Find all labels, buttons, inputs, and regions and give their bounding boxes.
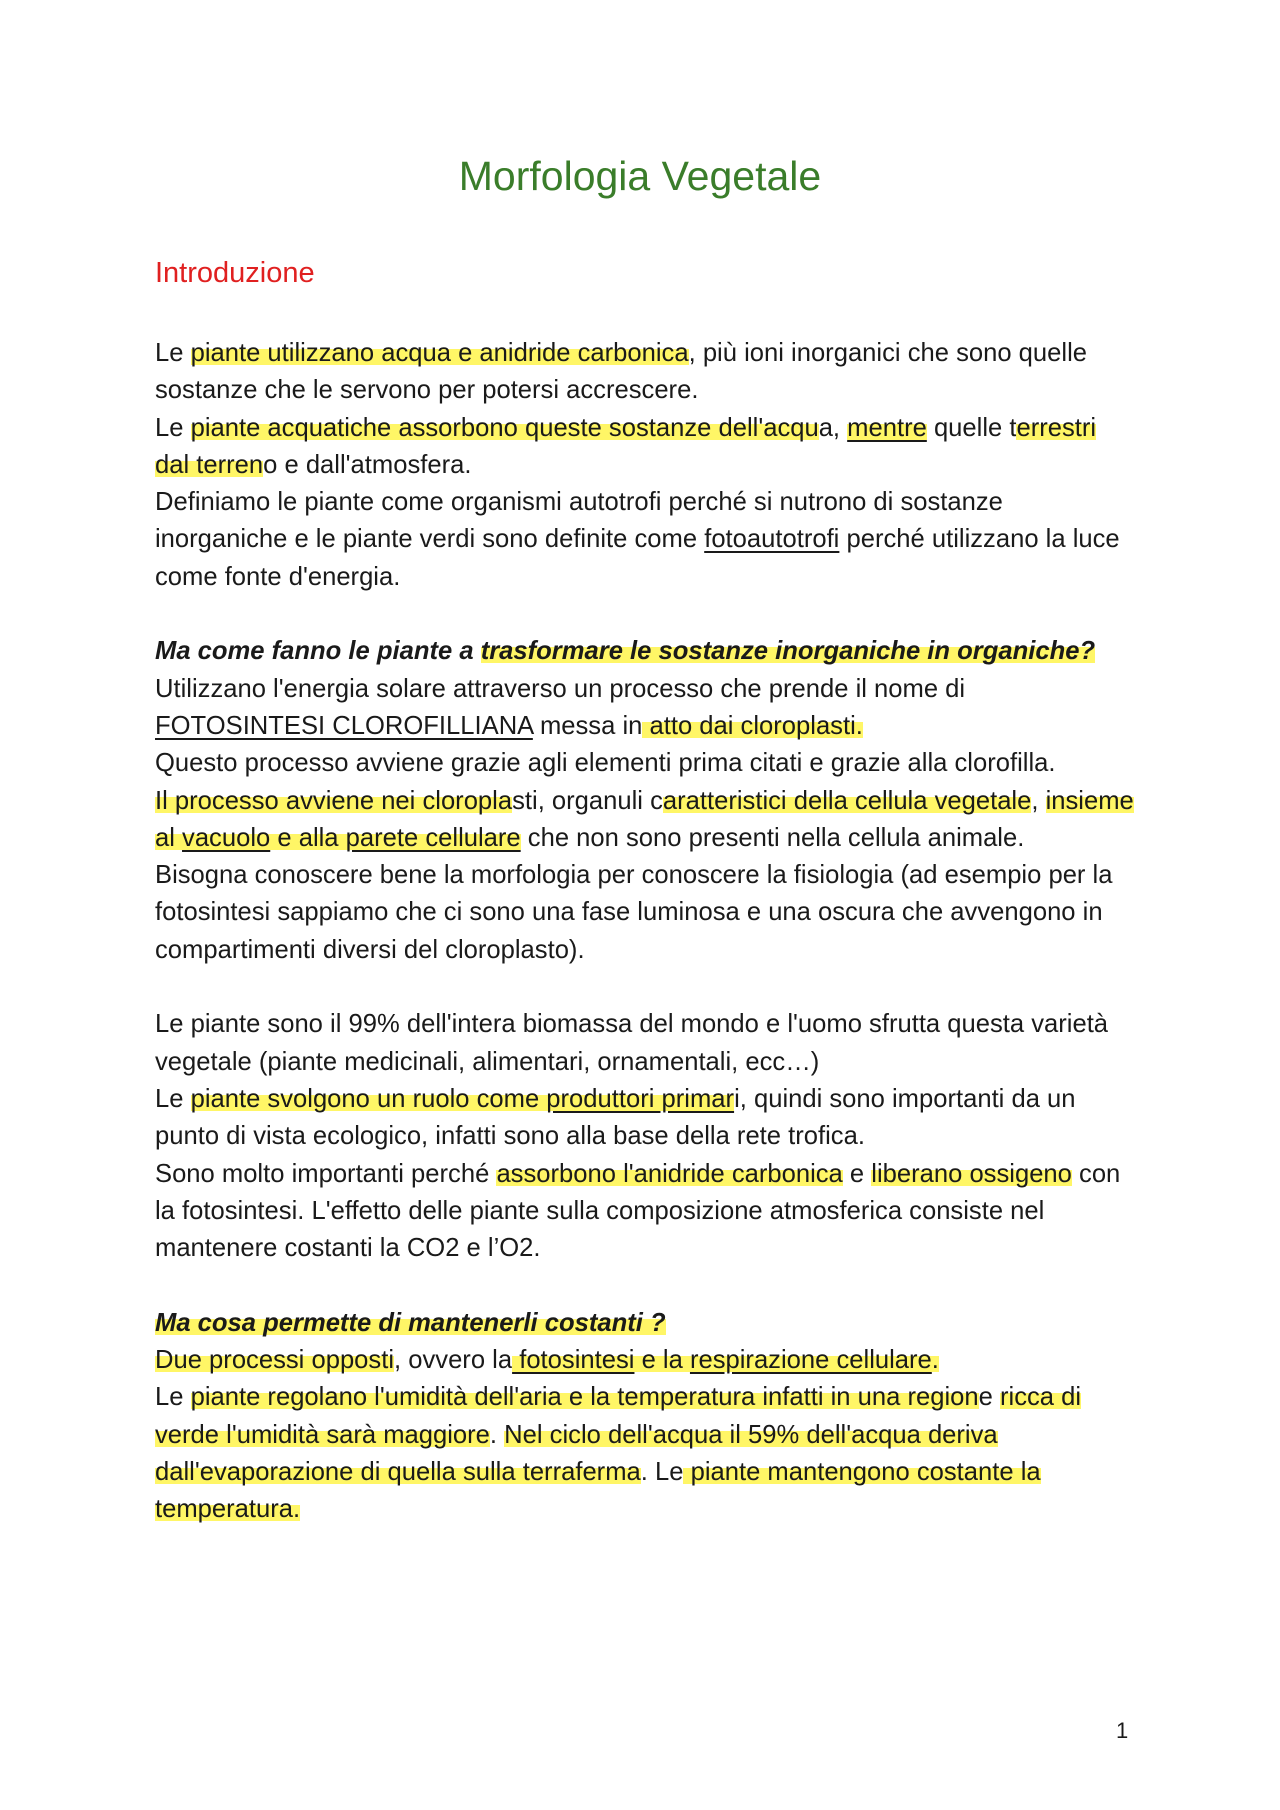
highlight: e alla — [270, 823, 346, 852]
highlight: ricca di verde l'umidità sarà maggiore — [155, 1383, 1082, 1449]
paragraph: Le piante utilizzano acqua e anidride carbonica, più ioni inorganici che sono quelle sostanze che le servono per potersi accrescere. — [155, 339, 1087, 405]
highlight-underline: respirazione cellulare — [689, 1346, 932, 1375]
highlight: piante acquatiche assorbono queste sostanze dell'acqu — [190, 413, 819, 442]
highlight: . — [931, 1346, 939, 1375]
paragraph: Le piante acquatiche assorbono queste sostanze dell'acqua, mentre quelle terrestri dal terreno e dall'atmosfera. — [155, 413, 1097, 479]
highlight: trasformare le sostanze inorganiche in organiche? — [480, 637, 1096, 666]
paragraph: Utilizzano l'energia solare attraverso un processo che prende il nome di FOTOSINTESI CLOROFILLIANA messa in atto dai cloroplasti. — [155, 674, 966, 740]
question-heading — [155, 1305, 1135, 1342]
highlight-underline: fotosintesi — [512, 1346, 635, 1375]
highlight: aratteristici della cellula vegetale — [662, 786, 1032, 815]
paragraph: Sono molto importanti perché assorbono l'anidride carbonica e liberano ossigeno con la fotosintesi. L'effetto delle piante sulla composizione atmosferica consiste nel mantenere costanti la CO2 e l’O2. — [155, 1159, 1121, 1263]
paragraph: Bisogna conoscere bene la morfologia per conoscere la fisiologia (ad esempio per la fotosintesi sappiamo che ci sono una fase luminosa e una oscura che avvengono in compartimenti diversi del cloroplasto). — [155, 861, 1113, 964]
highlight: piante regolano l'umidità dell'aria e la temperatura infatti in una region — [190, 1383, 979, 1412]
section-heading: Introduzione — [155, 257, 315, 289]
highlight: Il processo avviene nei cloropla — [155, 786, 513, 815]
document-title: Morfologia Vegetale — [458, 153, 822, 199]
highlight: atto dai cloroplasti. — [642, 711, 863, 740]
paragraph: Le piante svolgono un ruolo come produttori primari, quindi sono importanti da un punto di vista ecologico, infatti sono alla base della rete trofica. — [155, 1084, 1076, 1151]
highlight: assorbono l'anidride carbonica — [496, 1159, 843, 1188]
paragraph: Questo processo avviene grazie agli elementi prima citati e grazie alla clorofilla. — [155, 749, 1056, 778]
highlight: Ma cosa permette di mantenerli costanti ? — [155, 1308, 666, 1337]
highlight: e la — [634, 1346, 690, 1375]
highlight: errestri dal terren — [155, 413, 1097, 479]
blank-line — [155, 1267, 1135, 1304]
highlight-underline: parete cellulare — [345, 823, 521, 852]
highlight: Nel ciclo dell'acqua il 59% dell'acqua deriva dall'evaporazione di quella sulla terraferma — [155, 1420, 998, 1486]
highlight-underline: mentre — [847, 413, 927, 442]
paragraph: Definiamo le piante come organismi autotrofi perché si nutrono di sostanze inorganiche e le piante verdi sono definite come fotoautotrofi perché utilizzano la luce come fonte d'energia. — [155, 488, 1120, 591]
highlight: piante utilizzano acqua e anidride carbonica — [190, 339, 689, 367]
document-body — [155, 335, 1135, 1529]
highlight: liberano ossigeno — [871, 1159, 1072, 1188]
underline: fotoautotrofi — [704, 525, 840, 554]
paragraph: Il processo avviene nei cloroplasti, organuli caratteristici della cellula vegetale, insieme al vacuolo e alla parete cellulare che non sono presenti nella cellula animale. — [155, 786, 1134, 852]
paragraph: Due processi opposti, ovvero la fotosintesi e la respirazione cellulare. — [155, 1346, 939, 1375]
page-number: 1 — [1116, 1718, 1129, 1743]
highlight-underline: vacuolo — [182, 823, 271, 852]
highlight: piante mantengono costante la temperatura. — [155, 1457, 1041, 1524]
highlight: piante svolgono un ruolo come — [190, 1084, 547, 1113]
highlight: Due processi opposti — [155, 1346, 395, 1375]
question-heading: Ma come fanno le piante a trasformare le sostanze inorganiche in organiche? — [155, 637, 1096, 666]
highlight-underline: produttori primar — [546, 1084, 735, 1113]
paragraph: Le piante sono il 99% dell'intera biomassa del mondo e l'uomo sfrutta questa varietà vegetale (piante medicinali, alimentari, ornamentali, ecc…) — [155, 1010, 1109, 1076]
blank-line — [155, 969, 1135, 1006]
blank-line — [155, 596, 1135, 633]
highlight: insieme al — [155, 786, 1134, 852]
paragraph: Le piante regolano l'umidità dell'aria e la temperatura infatti in una regione ricca di verde l'umidità sarà maggiore. Nel ciclo dell'acqua il 59% dell'acqua deriva dall'evaporazione di quella sulla terraferma. Le piante mantengono costante la temperatura. — [155, 1383, 1082, 1524]
underline: FOTOSINTESI CLOROFILLIANA — [155, 711, 533, 740]
